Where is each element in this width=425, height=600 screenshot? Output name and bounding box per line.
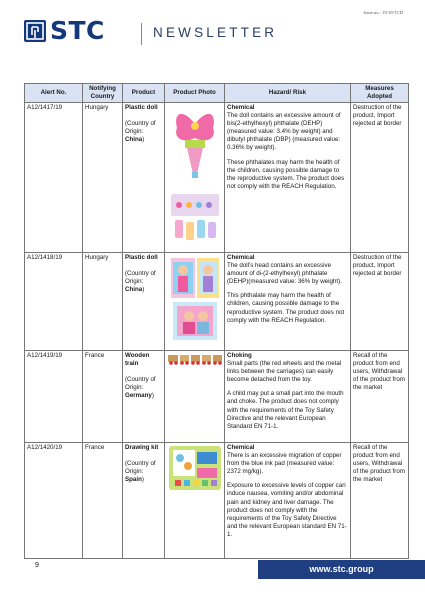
measures-adopted: Destruction of the product, Import rejected at border <box>351 253 409 351</box>
col-header-alert: Alert No. <box>25 84 83 103</box>
wooden-train-photo-icon <box>167 352 223 366</box>
product-cell <box>123 443 165 559</box>
boxed-fashion-doll-photo-icon <box>167 254 223 344</box>
alert-number: A12/1418/19 <box>25 253 83 351</box>
product-photo-cell <box>165 443 225 559</box>
hazard-cell <box>225 253 351 351</box>
col-header-photo: Product Photo <box>165 84 225 103</box>
hazard-type: Chemical <box>227 104 255 112</box>
stc-logo-mark-icon <box>24 20 46 42</box>
hazard-risk: Exposure to excessive levels of copper can induce nausea, vomiting and/or abdominal pain and kidney and liver damage. The product does not comply with the requirements of the Toy Safety Directive and the relevant European standard EN 71-1. <box>227 482 347 538</box>
hazard-type: Chemical <box>227 254 255 262</box>
alert-number: A12/1419/19 <box>25 351 83 443</box>
product-name: Plastic doll <box>125 254 158 262</box>
notifying-country: France <box>83 443 123 559</box>
table-row <box>25 443 409 559</box>
origin-country: China) <box>125 286 145 294</box>
recall-alerts-table <box>24 83 409 559</box>
measures-adopted: Recall of the product from end users, Withdrawal of the product from the market <box>351 443 409 559</box>
origin-label: (Country of Origin: <box>125 270 156 286</box>
newsletter-header <box>24 16 404 54</box>
product-photo-cell <box>165 351 225 443</box>
col-header-measures: Measures Adopted <box>351 84 409 103</box>
origin-label: (Country of Origin: <box>125 120 156 136</box>
origin-country: China) <box>125 136 145 144</box>
measures-adopted: Destruction of the product, Import rejected at border <box>351 103 409 253</box>
product-cell <box>123 351 165 443</box>
page-number: 9 <box>35 562 39 569</box>
hazard-type: Chemical <box>227 444 255 452</box>
hazard-risk: This phthalate may harm the health of children, causing possible damage to the reproductive system. The product does not comply with the REACH Regulation. <box>227 292 345 324</box>
notifying-country: France <box>83 351 123 443</box>
table-header-row <box>25 84 409 103</box>
measures-adopted: Recall of the product from end users, Withdrawal of the product from the market <box>351 351 409 443</box>
col-header-country: Notifying Country <box>83 84 123 103</box>
hazard-cell <box>225 443 351 559</box>
origin-label: (Country of Origin: <box>125 376 156 392</box>
hazard-risk: These phthalates may harm the health of the children, causing possible damage to the reproductive system. The product does not comply with the REACH Regulation. <box>227 158 345 190</box>
product-name: Drawing kit <box>125 444 159 452</box>
product-photo-cell <box>165 253 225 351</box>
header-divider <box>141 23 142 45</box>
hazard-risk: A child may put a small part into the mouth and choke. The product does not comply with the requirements of the Toy Safety Directive and the relevant European Standard EN 71-1. <box>227 390 344 430</box>
origin-country: Spain) <box>125 476 144 484</box>
origin-country: Germany) <box>125 392 154 400</box>
col-header-product: Product <box>123 84 165 103</box>
col-header-hazard: Hazard/ Risk <box>225 84 351 103</box>
hazard-cell <box>225 103 351 253</box>
brand-logo-text: STC <box>50 16 105 45</box>
section-title: NEWSLETTER <box>153 25 278 40</box>
product-cell <box>123 103 165 253</box>
origin-label: (Country of Origin: <box>125 460 156 476</box>
product-photo-cell <box>165 103 225 253</box>
hazard-type: Choking <box>227 352 252 360</box>
table-row <box>25 351 409 443</box>
drawing-kit-photo-icon <box>167 444 223 492</box>
alert-number: A12/1420/19 <box>25 443 83 559</box>
product-cell <box>123 253 165 351</box>
notifying-country: Hungary <box>83 253 123 351</box>
notifying-country: Hungary <box>83 103 123 253</box>
hazard-description: There is an excessive migration of copper from the blue ink pad (measured value: 2372 mg/kg). <box>227 452 342 476</box>
hazard-description: The doll's head contains an excessive amount of di-(2-ethylhexyl) phthalate (DEHP)(measured value: 36% by weight). <box>227 262 342 286</box>
product-name: Wooden train <box>125 352 150 368</box>
footer-url-bar <box>258 560 425 579</box>
website-link[interactable]: www.stc.group <box>309 564 374 574</box>
pink-butterfly-doll-photo-icon <box>167 104 223 246</box>
hazard-description: Small parts (the red wheels and the metal links between the carriages) can easily become detached from the toy. <box>227 360 342 384</box>
issue-number: Issue no.: 19/19/TCD <box>363 10 403 15</box>
table-row <box>25 253 409 351</box>
alert-number: A12/1417/19 <box>25 103 83 253</box>
hazard-cell <box>225 351 351 443</box>
hazard-description: The doll contains an excessive amount of bis(2-ethylhexyl) phthalate (DEHP) (measured value: 3.4% by weight) and dibutyl phthalate (DBP) (measured value: 0.36% by weight). <box>227 112 341 152</box>
product-name: Plastic doll <box>125 104 158 112</box>
table-row <box>25 103 409 253</box>
